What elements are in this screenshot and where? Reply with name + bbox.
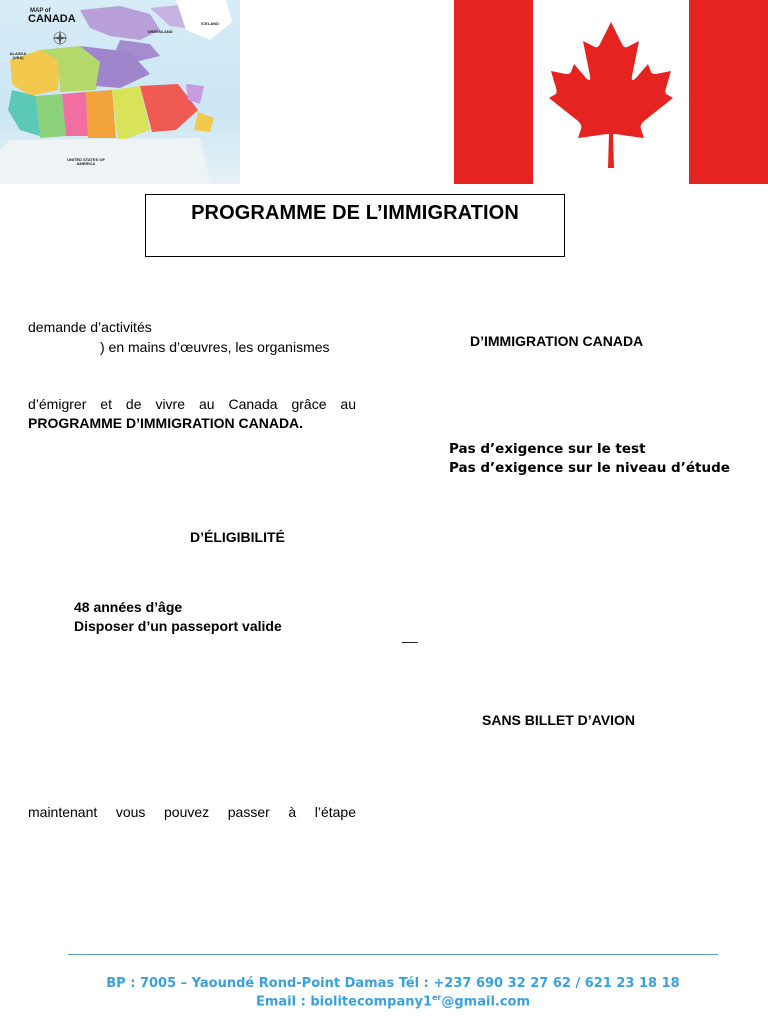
paragraph-1-line-1: demande d’activités <box>28 319 152 335</box>
paragraph-2-line-1: d’émigrer et de vivre au Canada grâce au <box>28 396 356 412</box>
footer-email-domain: @gmail.com <box>441 994 531 1010</box>
map-label-iceland: ICELAND <box>201 21 219 26</box>
paragraph-2-line-2: PROGRAMME D’IMMIGRATION CANADA. <box>28 415 304 431</box>
map-heading: CANADA <box>28 13 76 25</box>
map-label-alaska: ALASKA (USA) <box>9 51 27 60</box>
title-box <box>145 194 565 257</box>
canada-map-graphic <box>0 0 240 184</box>
criterion-passport: Disposer d’un passeport valide <box>74 618 282 634</box>
footer-email <box>68 993 718 1009</box>
criterion-age: 48 années d’âge <box>74 599 183 615</box>
footer-email-sup: er <box>432 993 442 1002</box>
map-label-greenland: GREENLAND <box>147 29 173 34</box>
immigration-canada-heading: D’IMMIGRATION CANADA <box>470 333 644 349</box>
next-step-line: maintenant vous pouvez passer à l’étape <box>28 804 356 820</box>
footer-address-phone: BP : 7005 – Yaoundé Rond-Point Damas Tél : +237 690 32 27 62 / 621 23 18 18 <box>106 976 680 991</box>
canada-map-image <box>0 0 240 184</box>
paragraph-1-line-2: ) en mains d’œuvres, les organismes <box>100 339 330 355</box>
page-title: PROGRAMME DE L’IMMIGRATION <box>191 202 519 224</box>
no-plane-ticket-heading: SANS BILLET D’AVION <box>482 712 635 728</box>
footer-email-label: Email : biolitecompany1 <box>255 994 432 1010</box>
map-heading-small: MAP of <box>30 8 51 14</box>
map-label-usa: UNITED STATES OF AMERICA <box>67 157 105 166</box>
point-no-test: Pas d’exigence sur le test <box>449 441 646 457</box>
footer-divider <box>68 954 718 955</box>
point-no-study-level: Pas d’exigence sur le niveau d’étude <box>449 460 730 476</box>
canada-flag-image <box>454 0 768 184</box>
dash-mark: __ <box>402 627 418 643</box>
eligibility-heading: D’ÉLIGIBILITÉ <box>190 529 285 545</box>
